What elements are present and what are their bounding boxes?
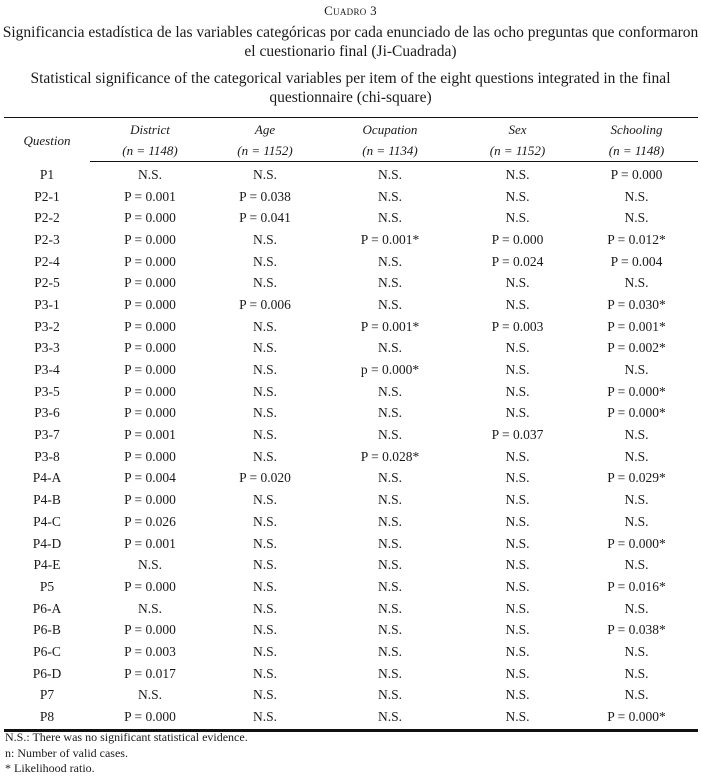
cell-question: P2-2 [34, 210, 60, 226]
table-body [4, 162, 698, 731]
cell-question: P2-5 [34, 275, 60, 291]
cell-schooling: P = 0.038* [607, 622, 666, 638]
cell-sex: P = 0.000 [491, 231, 544, 247]
cell-ocupation: N.S. [377, 535, 402, 551]
cell-question: P3-2 [34, 318, 60, 334]
table-row [4, 359, 698, 381]
cell-sex: N.S. [505, 448, 530, 464]
cell-ocupation: N.S. [377, 643, 402, 659]
cell-question: P6-B [33, 622, 61, 638]
cell-sex: N.S. [505, 622, 530, 638]
table-row [4, 489, 698, 511]
cell-question: P4-C [33, 513, 61, 529]
table-row [4, 511, 698, 533]
cell-question: P6-D [32, 665, 62, 681]
cell-age: N.S. [252, 665, 277, 681]
cell-district: P = 0.000 [124, 578, 176, 594]
significance-table [4, 117, 698, 732]
column-n-age: (n = 1152) [210, 140, 320, 162]
cell-sex: N.S. [505, 340, 530, 356]
table-title-spanish: Significancia estadística de las variables categóricas por cada enunciado de las ocho preguntas que conformaron el cuestionario final (Ji-Cuadrada) [2, 24, 699, 60]
table-row [4, 162, 698, 186]
cell-ocupation: N.S. [377, 405, 402, 421]
cell-sex: N.S. [505, 210, 530, 226]
table-row [4, 468, 698, 490]
cell-ocupation: N.S. [377, 578, 402, 594]
cell-district: P = 0.001 [124, 427, 176, 443]
cell-schooling: N.S. [624, 448, 649, 464]
column-n-ocupation: (n = 1134) [320, 140, 460, 162]
cell-district: P = 0.000 [124, 383, 176, 399]
cell-ocupation: P = 0.001* [360, 318, 420, 334]
cell-question: P3-6 [34, 405, 60, 421]
cell-district: P = 0.000 [124, 448, 176, 464]
cell-age: N.S. [252, 405, 277, 421]
cell-schooling: N.S. [624, 275, 649, 291]
cell-district: P = 0.000 [90, 706, 210, 730]
table-row [4, 316, 698, 338]
cell-district: P = 0.001 [124, 188, 176, 204]
table-row [4, 251, 698, 273]
cell-age: N.S. [252, 448, 277, 464]
cell-sex: P = 0.003 [491, 318, 544, 334]
cell-district: P = 0.000 [124, 318, 176, 334]
cell-ocupation: N.S. [377, 340, 402, 356]
cell-schooling: P = 0.001* [607, 318, 666, 334]
column-header-schooling: Schooling [575, 118, 698, 141]
cell-sex: N.S. [505, 296, 530, 312]
cell-ocupation: p = 0.000* [360, 362, 420, 378]
cell-schooling: N.S. [624, 600, 649, 616]
cell-sex: N.S. [505, 643, 530, 659]
cell-ocupation: P = 0.001* [360, 231, 420, 247]
cell-district: N.S. [137, 600, 162, 616]
cell-question: P3-7 [34, 427, 60, 443]
cell-district: P = 0.000 [124, 340, 176, 356]
cell-sex: N.S. [505, 188, 530, 204]
cell-age: N.S. [252, 275, 277, 291]
cell-question: P4-A [32, 470, 62, 486]
table-row [4, 533, 698, 555]
cell-schooling: P = 0.012* [607, 231, 666, 247]
cell-age: N.S. [252, 166, 277, 182]
cell-question: P3-3 [34, 340, 60, 356]
cell-schooling: N.S. [624, 687, 649, 703]
cell-question: P1 [39, 166, 55, 182]
cell-question: P3-5 [34, 383, 60, 399]
cell-ocupation: N.S. [377, 166, 402, 182]
cell-schooling: N.S. [624, 188, 649, 204]
cell-age: N.S. [252, 231, 277, 247]
cell-schooling: P = 0.016* [607, 578, 666, 594]
cell-ocupation: N.S. [377, 427, 402, 443]
cell-age: N.S. [252, 513, 277, 529]
cell-age: N.S. [252, 383, 277, 399]
cell-schooling: P = 0.000* [607, 535, 666, 551]
cell-age: N.S. [252, 557, 277, 573]
cell-sex: N.S. [505, 470, 530, 486]
table-row [4, 272, 698, 294]
note-likelihood: * Likelihood ratio. [5, 761, 95, 775]
cell-schooling: P = 0.000 [610, 166, 663, 182]
cell-ocupation: N.S. [377, 253, 402, 269]
cell-age: N.S. [252, 643, 277, 659]
table-row [4, 598, 698, 620]
table-row [4, 576, 698, 598]
cell-schooling: N.S. [624, 362, 649, 378]
cell-question: P3-1 [34, 296, 60, 312]
cell-sex: N.S. [505, 557, 530, 573]
table-row [4, 294, 698, 316]
cell-sex: N.S. [505, 275, 530, 291]
cell-schooling: N.S. [624, 513, 649, 529]
cell-district: P = 0.004 [124, 470, 176, 486]
cell-ocupation: N.S. [377, 557, 402, 573]
table-row [4, 685, 698, 707]
cell-ocupation: N.S. [377, 275, 402, 291]
column-header-sex: Sex [460, 118, 575, 141]
cell-sex: N.S. [505, 513, 530, 529]
cell-district: P = 0.000 [124, 296, 176, 312]
cell-sex: N.S. [505, 687, 530, 703]
cell-age: P = 0.041 [239, 210, 291, 226]
note-n: n: Number of valid cases. [5, 745, 128, 760]
table-row [4, 338, 698, 360]
table-row [4, 554, 698, 576]
cell-age: N.S. [252, 253, 277, 269]
cell-district: P = 0.001 [124, 535, 176, 551]
cell-sex: N.S. [505, 166, 530, 182]
cell-question: P3-8 [34, 448, 60, 464]
cell-sex: P = 0.037 [491, 427, 544, 443]
cell-ocupation: N.S. [377, 470, 402, 486]
table-row [4, 641, 698, 663]
cell-age: P = 0.006 [239, 296, 291, 312]
cell-district: P = 0.003 [124, 643, 176, 659]
cell-sex: N.S. [505, 362, 530, 378]
table-label: Cuadro 3 [324, 3, 377, 18]
cell-question: P3-4 [34, 362, 60, 378]
cell-schooling: N.S. [624, 492, 649, 508]
table-row [4, 446, 698, 468]
cell-age: N.S. [252, 578, 277, 594]
cell-ocupation: P = 0.028* [360, 448, 420, 464]
cell-district: P = 0.000 [124, 622, 176, 638]
cell-schooling: N.S. [624, 427, 649, 443]
cell-age: N.S. [252, 492, 277, 508]
cell-district: N.S. [137, 557, 162, 573]
table-row [4, 619, 698, 641]
cell-ocupation: N.S. [377, 188, 402, 204]
cell-schooling: P = 0.000* [607, 405, 666, 421]
table-title-english: Statistical significance of the categorical variables per item of the eight questions integrated in the final questionnaire (chi-square) [30, 70, 671, 106]
cell-age: P = 0.038 [239, 188, 291, 204]
cell-age: N.S. [210, 706, 320, 730]
cell-question: P6-A [32, 600, 62, 616]
cell-question: P4-E [33, 557, 61, 573]
column-header-age: Age [210, 118, 320, 141]
cell-question: P2-4 [34, 253, 60, 269]
cell-schooling: N.S. [624, 210, 649, 226]
cell-question: P6-C [33, 643, 61, 659]
cell-age: N.S. [252, 427, 277, 443]
cell-age: N.S. [252, 340, 277, 356]
column-header-question: Question [4, 118, 90, 162]
cell-ocupation: N.S. [377, 622, 402, 638]
column-header-district: District [90, 118, 210, 141]
cell-ocupation: N.S. [377, 687, 402, 703]
cell-schooling: P = 0.000* [607, 383, 666, 399]
cell-district: P = 0.000 [124, 231, 176, 247]
cell-question: P8 [4, 706, 90, 730]
cell-district: P = 0.000 [124, 253, 176, 269]
cell-sex: N.S. [460, 706, 575, 730]
cell-question: P4-D [32, 535, 62, 551]
column-n-district: (n = 1148) [90, 140, 210, 162]
cell-sex: N.S. [505, 405, 530, 421]
cell-ocupation: N.S. [377, 296, 402, 312]
cell-district: P = 0.017 [124, 665, 176, 681]
cell-schooling: P = 0.029* [607, 470, 666, 486]
table-row [4, 424, 698, 446]
cell-district: N.S. [137, 166, 162, 182]
column-n-schooling: (n = 1148) [575, 140, 698, 162]
cell-district: P = 0.000 [124, 275, 176, 291]
cell-sex: N.S. [505, 535, 530, 551]
cell-ocupation: N.S. [320, 706, 460, 730]
column-n-sex: (n = 1152) [460, 140, 575, 162]
cell-ocupation: N.S. [377, 383, 402, 399]
cell-question: P5 [39, 578, 55, 594]
cell-ocupation: N.S. [377, 600, 402, 616]
cell-question: P4-B [33, 492, 61, 508]
cell-ocupation: N.S. [377, 513, 402, 529]
cell-schooling: P = 0.004 [610, 253, 663, 269]
table-row [4, 186, 698, 208]
cell-schooling: P = 0.002* [607, 340, 666, 356]
cell-sex: N.S. [505, 665, 530, 681]
cell-age: N.S. [252, 687, 277, 703]
cell-district: P = 0.000 [124, 210, 176, 226]
cell-ocupation: N.S. [377, 665, 402, 681]
cell-ocupation: N.S. [377, 492, 402, 508]
table-row [4, 229, 698, 251]
table-row [4, 403, 698, 425]
table-row [4, 706, 698, 730]
cell-district: P = 0.026 [124, 513, 176, 529]
table-header [4, 118, 698, 162]
cell-district: P = 0.000 [124, 492, 176, 508]
cell-district: N.S. [137, 687, 162, 703]
table-row [4, 663, 698, 685]
cell-question: P2-3 [34, 231, 60, 247]
table-notes [5, 730, 248, 777]
cell-question: P2-1 [34, 188, 60, 204]
cell-age: N.S. [252, 318, 277, 334]
note-ns: N.S.: There was no significant statistical evidence. [5, 730, 248, 744]
cell-age: N.S. [252, 362, 277, 378]
cell-age: N.S. [252, 622, 277, 638]
cell-schooling: P = 0.000* [575, 706, 698, 730]
cell-schooling: P = 0.030* [607, 296, 666, 312]
cell-schooling: N.S. [624, 665, 649, 681]
table-row [4, 381, 698, 403]
cell-sex: N.S. [505, 578, 530, 594]
cell-age: P = 0.020 [239, 470, 291, 486]
cell-ocupation: N.S. [377, 210, 402, 226]
cell-schooling: N.S. [624, 557, 649, 573]
cell-sex: N.S. [505, 383, 530, 399]
cell-sex: N.S. [505, 492, 530, 508]
cell-district: P = 0.000 [124, 362, 176, 378]
cell-age: N.S. [252, 600, 277, 616]
cell-age: N.S. [252, 535, 277, 551]
cell-sex: P = 0.024 [491, 253, 544, 269]
cell-schooling: N.S. [624, 643, 649, 659]
column-header-ocupation: Ocupation [320, 118, 460, 141]
table-row [4, 207, 698, 229]
cell-question: P7 [39, 687, 55, 703]
cell-sex: N.S. [505, 600, 530, 616]
cell-district: P = 0.000 [124, 405, 176, 421]
